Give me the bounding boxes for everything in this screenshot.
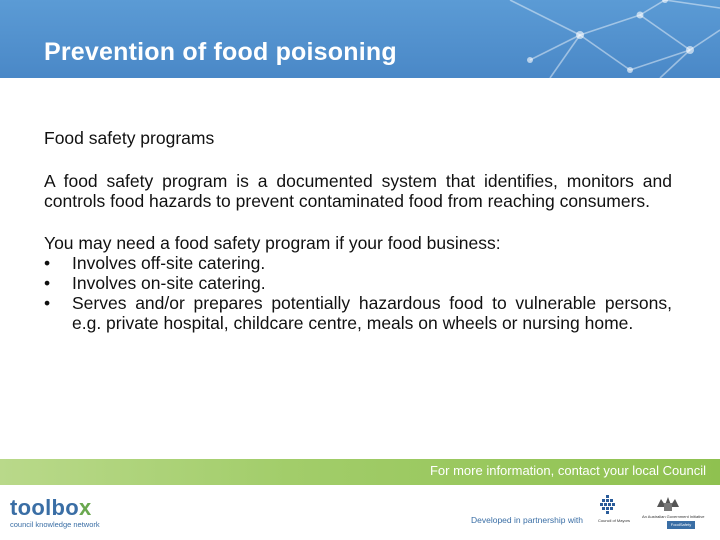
bullet-marker: • [44, 273, 51, 293]
list-item [44, 273, 672, 293]
info-bar [0, 459, 720, 485]
list-item [44, 253, 672, 273]
footer [0, 485, 720, 540]
header-banner [0, 0, 720, 78]
list-item [44, 293, 672, 333]
gov-logo-text: An Australian Government Initiative [642, 514, 705, 519]
bullet-list [44, 253, 672, 333]
logo-tagline: council knowledge network [10, 520, 100, 529]
logo-word-o: o [65, 495, 80, 520]
government-crest-icon [655, 495, 681, 513]
partnership-text: Developed in partnership with [471, 515, 583, 525]
list-item-text: Involves on-site catering. [72, 273, 266, 293]
bullet-marker: • [44, 253, 51, 273]
logo-word-x: x [79, 495, 92, 520]
gov-logo-badge: FoodSafety [667, 521, 695, 529]
toolbox-wordmark [10, 497, 100, 519]
list-intro: You may need a food safety program if your food business: [44, 233, 501, 253]
logo-word-main: toolb [10, 495, 66, 520]
contact-council-text: For more information, contact your local Council [429, 463, 706, 478]
council-logo-icon [597, 495, 619, 517]
section-subheading: Food safety programs [44, 128, 215, 148]
bullet-marker: • [44, 293, 51, 313]
page-title: Prevention of food poisoning [44, 38, 397, 66]
toolbox-logo [10, 497, 100, 529]
network-pattern-icon [490, 0, 720, 78]
council-logo-text: Council of Mayors [598, 518, 631, 523]
definition-paragraph: A food safety program is a documented system that identifies, monitors and controls food hazards to prevent contaminated food from reaching consumers. [44, 171, 672, 211]
list-item-text: Serves and/or prepares potentially hazardous food to vulnerable persons, e.g. private hospital, childcare centre, meals on wheels or nursing home. [72, 293, 672, 333]
list-item-text: Involves off-site catering. [72, 253, 266, 273]
main-content [44, 128, 672, 333]
